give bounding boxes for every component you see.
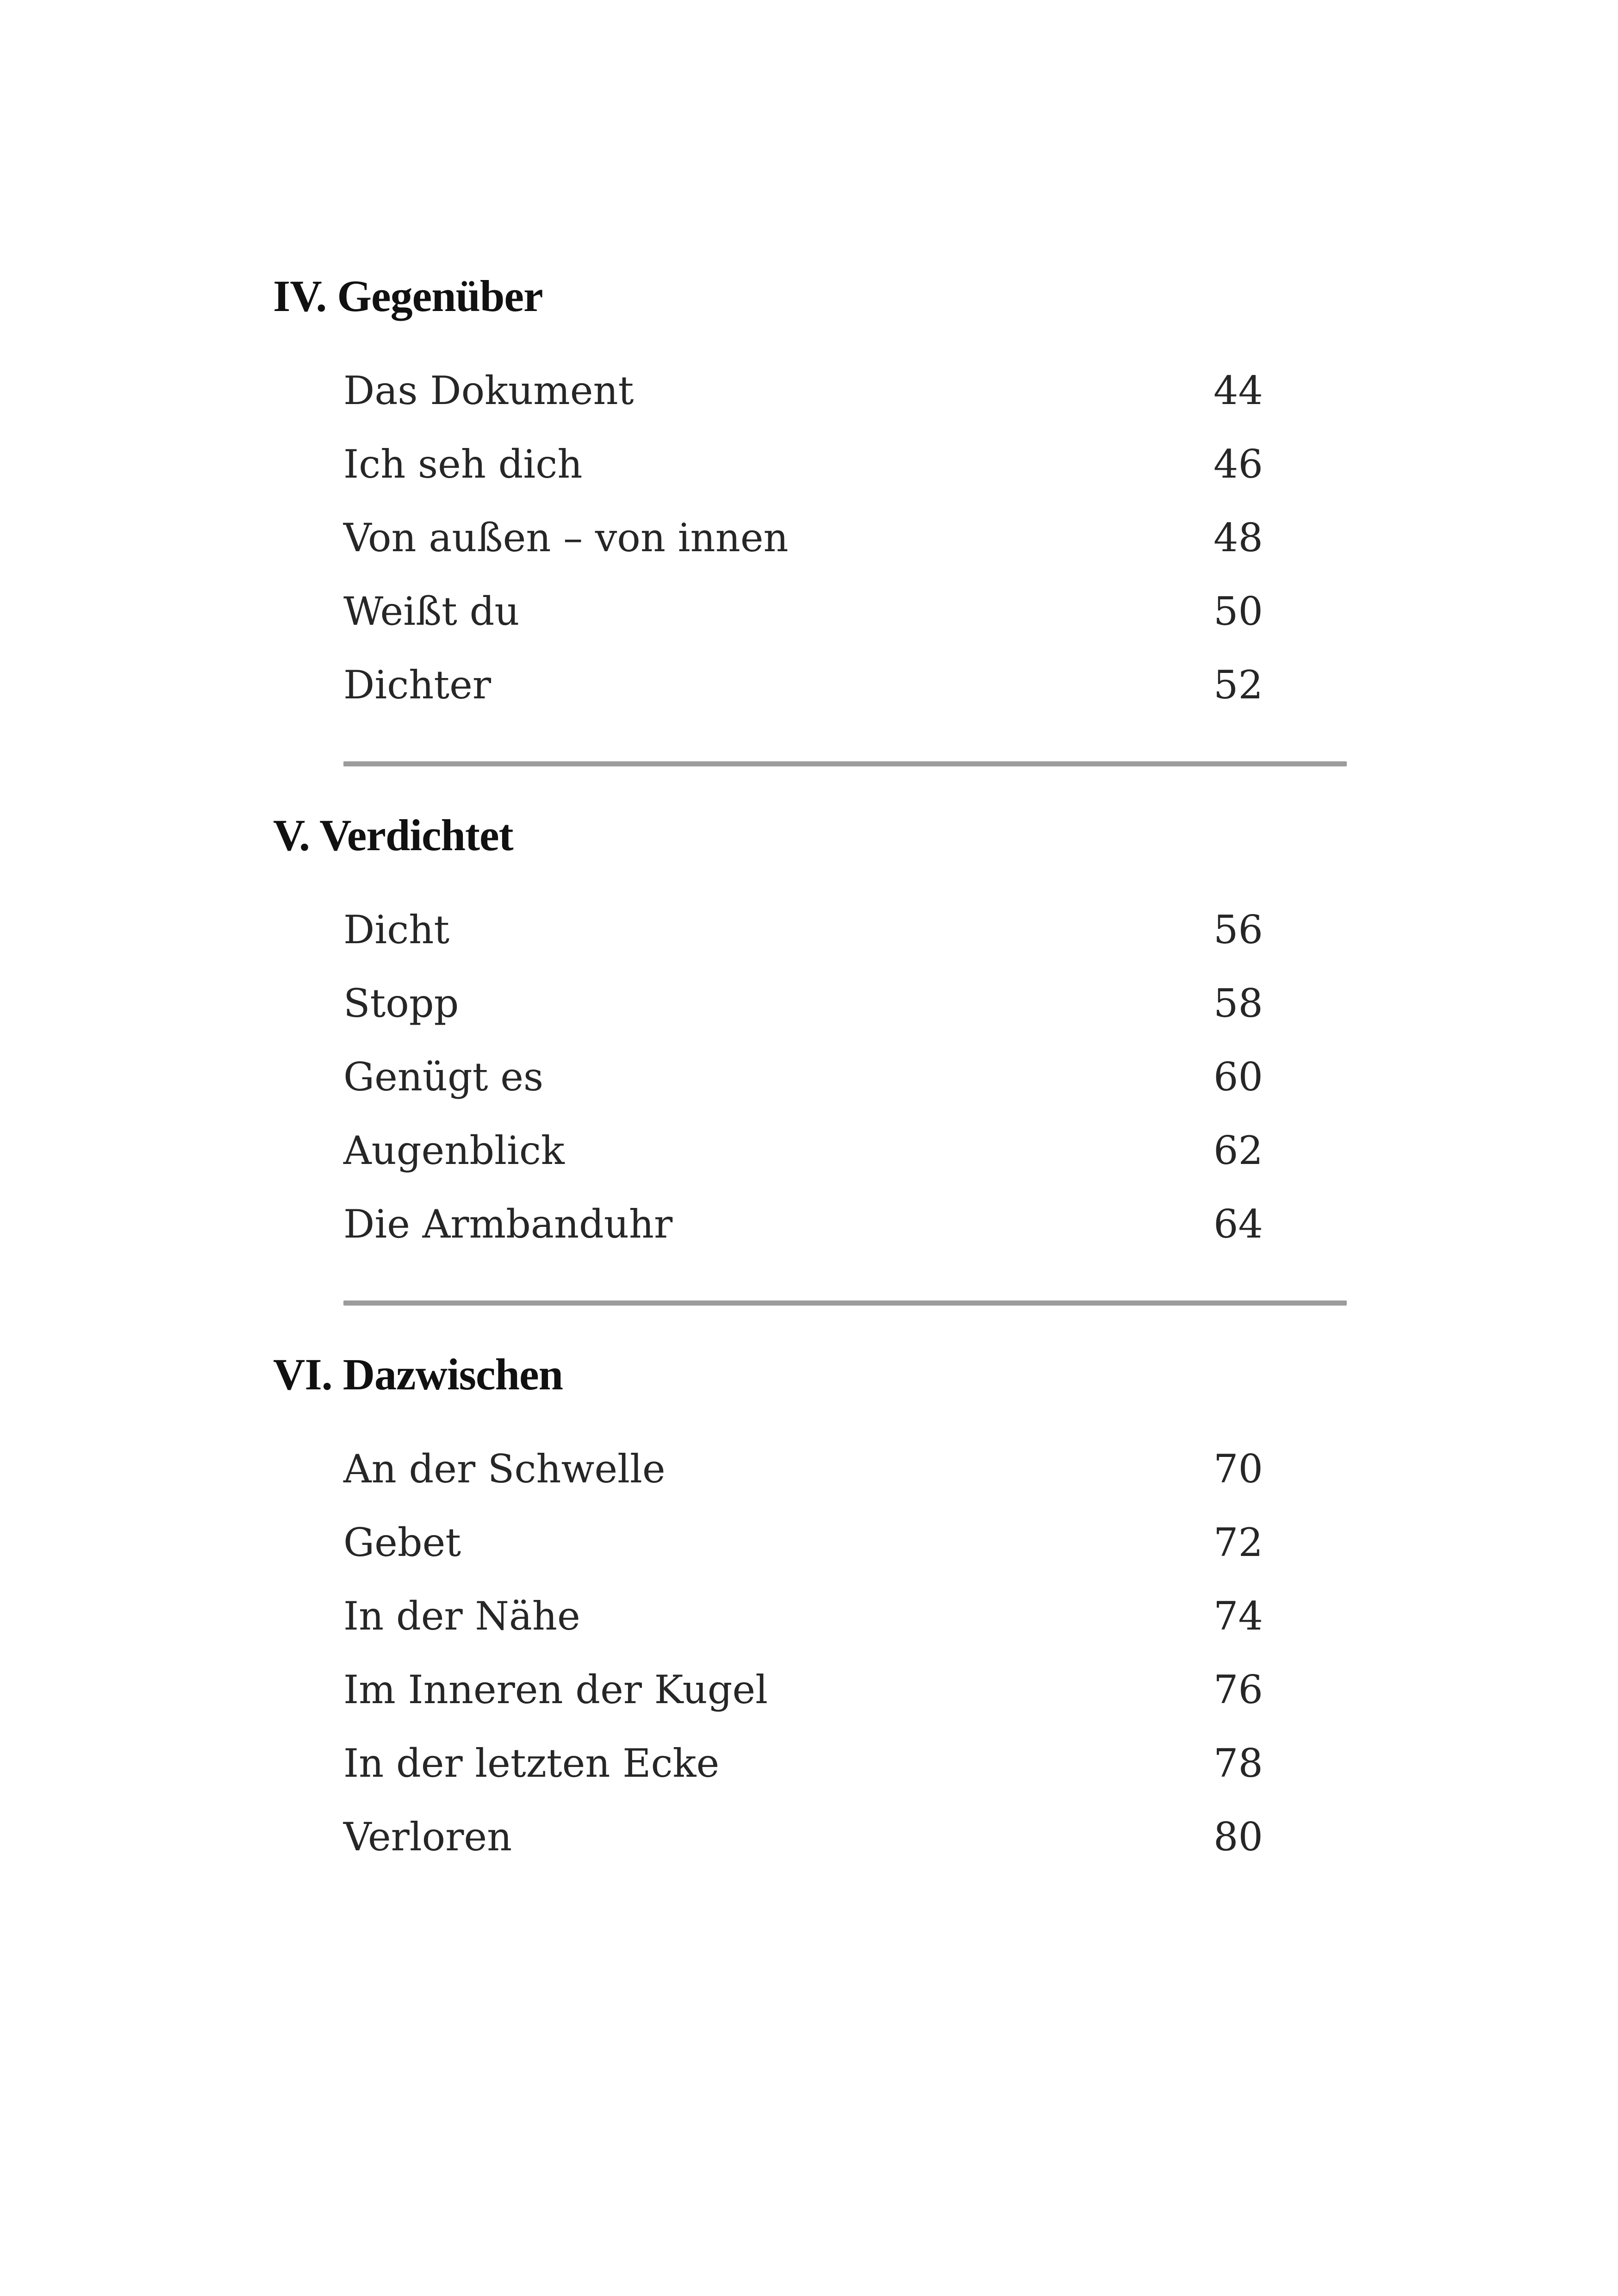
toc-entry-page-number: 56 — [1214, 907, 1263, 952]
toc-entry-page-number: 72 — [1214, 1520, 1263, 1565]
toc-entry[interactable] — [343, 354, 1278, 428]
toc-entry-title: In der Nähe — [343, 1593, 580, 1639]
toc-entry-page-number: 52 — [1214, 662, 1263, 708]
toc-entry[interactable] — [343, 575, 1278, 648]
toc-entry[interactable] — [343, 1653, 1278, 1727]
toc-entry-title: An der Schwelle — [343, 1446, 666, 1492]
toc-entry-title: Dicht — [343, 907, 450, 952]
section-title: V. Verdichtet — [273, 810, 513, 860]
toc-entry[interactable] — [343, 648, 1278, 722]
section-title: VI. Dazwischen — [273, 1350, 563, 1399]
toc-entry-title: Verloren — [343, 1814, 512, 1860]
toc-entry-page-number: 70 — [1214, 1446, 1263, 1492]
toc-entry-title: Stopp — [343, 981, 459, 1026]
section-divider — [343, 1300, 1347, 1306]
toc-entry[interactable] — [343, 1506, 1278, 1580]
toc-entry-page-number: 74 — [1214, 1593, 1263, 1639]
toc-entry[interactable] — [343, 501, 1278, 575]
toc-entry[interactable] — [343, 1432, 1278, 1506]
toc-entry[interactable] — [343, 967, 1278, 1040]
section-divider — [343, 761, 1347, 766]
toc-entry-list — [343, 1432, 1278, 1874]
toc-entry-title: Im Inneren der Kugel — [343, 1667, 768, 1712]
toc-entry-title: In der letzten Ecke — [343, 1741, 720, 1786]
toc-entry[interactable] — [343, 428, 1278, 501]
toc-entry-list — [343, 893, 1278, 1261]
toc-entry-page-number: 58 — [1214, 981, 1263, 1026]
toc-entry-title: Genügt es — [343, 1054, 544, 1100]
toc-entry-page-number: 44 — [1214, 368, 1263, 413]
section-title: IV. Gegenüber — [273, 271, 543, 321]
toc-entry-title: Weißt du — [343, 589, 520, 634]
toc-entry[interactable] — [343, 1580, 1278, 1653]
toc-entry-title: Ich seh dich — [343, 442, 583, 487]
toc-entry-title: Das Dokument — [343, 368, 634, 413]
toc-entry-page-number: 64 — [1214, 1201, 1263, 1247]
toc-entry-title: Die Armbanduhr — [343, 1201, 673, 1247]
toc-entry[interactable] — [343, 1188, 1278, 1261]
toc-entry-page-number: 50 — [1214, 589, 1263, 634]
toc-entry-page-number: 78 — [1214, 1741, 1263, 1786]
toc-entry-page-number: 80 — [1214, 1814, 1263, 1860]
toc-entry-list — [343, 354, 1278, 722]
toc-entry[interactable] — [343, 893, 1278, 967]
toc-entry[interactable] — [343, 1727, 1278, 1800]
toc-entry[interactable] — [343, 1114, 1278, 1188]
toc-entry-title: Von außen – von innen — [343, 515, 789, 560]
toc-entry-page-number: 76 — [1214, 1667, 1263, 1712]
toc-entry-title: Augenblick — [343, 1128, 565, 1173]
toc-entry-title: Gebet — [343, 1520, 461, 1565]
toc-entry[interactable] — [343, 1040, 1278, 1114]
toc-entry-page-number: 48 — [1214, 515, 1263, 560]
toc-entry[interactable] — [343, 1800, 1278, 1874]
toc-entry-page-number: 62 — [1214, 1128, 1263, 1173]
toc-entry-title: Dichter — [343, 662, 491, 708]
toc-entry-page-number: 46 — [1214, 442, 1263, 487]
toc-entry-page-number: 60 — [1214, 1054, 1263, 1100]
